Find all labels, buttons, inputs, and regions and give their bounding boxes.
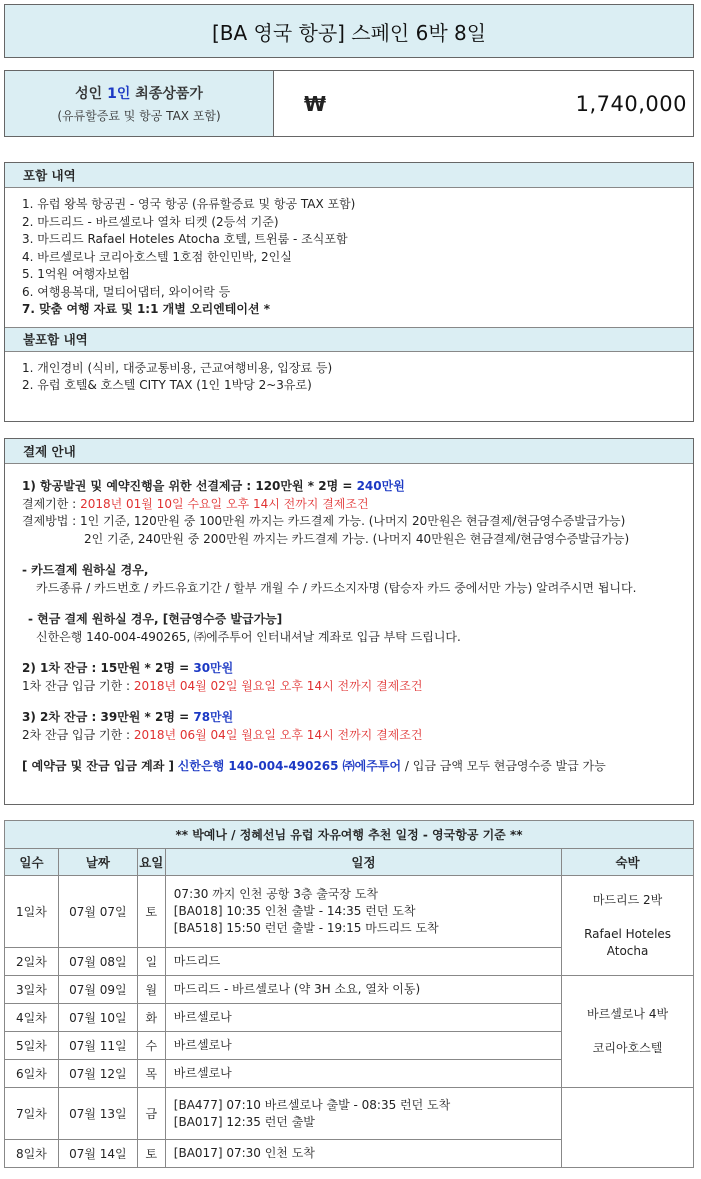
price-value bbox=[274, 71, 693, 136]
inclusion-box bbox=[4, 162, 694, 422]
second-deadline-line bbox=[22, 678, 693, 696]
cell-plan: [BA017] 07:30 인천 도착 bbox=[165, 1140, 561, 1168]
cell-day: 7일차 bbox=[5, 1088, 59, 1140]
price-label-prefix: 성인 bbox=[75, 86, 103, 102]
cell-day: 1일차 bbox=[5, 876, 59, 948]
price-box bbox=[4, 70, 694, 137]
table-row bbox=[5, 976, 694, 1004]
account-value: 신한은행 140-004-490265 ㈜에주투어 bbox=[177, 759, 402, 773]
second-title bbox=[22, 660, 693, 678]
deposit-title bbox=[22, 478, 693, 496]
list-item: 2. 유럽 호텔& 호스텔 CITY TAX (1인 1박당 2~3유로) bbox=[22, 378, 312, 392]
col-header-day: 일수 bbox=[5, 849, 59, 876]
stay-madrid bbox=[562, 876, 694, 976]
cell-plan: 바르셀로나 bbox=[165, 1004, 561, 1032]
payment-content bbox=[5, 464, 693, 776]
second-deadline-label: 1차 잔금 입금 기한 : bbox=[22, 678, 131, 693]
cell-plan: 바르셀로나 bbox=[165, 1032, 561, 1060]
cell-date: 07월 07일 bbox=[58, 876, 137, 948]
list-item: 1. 개인경비 (식비, 대중교통비용, 근교여행비용, 입장료 등) bbox=[22, 360, 333, 375]
list-item-bold: 7. 맞춤 여행 자료 및 1:1 개별 오리엔테이션 * bbox=[22, 302, 270, 316]
cell-day: 4일차 bbox=[5, 1004, 59, 1032]
list-item: 2. 마드리드 - 바르셀로나 열차 티켓 (2등석 기준) bbox=[22, 214, 279, 229]
list-item: 3. 마드리드 Rafael Hoteles Atocha 호텔, 트윈룸 - 조식포함 bbox=[22, 232, 348, 246]
cell-plan: 바르셀로나 bbox=[165, 1060, 561, 1088]
col-header-date: 날짜 bbox=[58, 849, 137, 876]
cell-plan: 마드리드 bbox=[165, 948, 561, 976]
price-label-main bbox=[75, 83, 203, 103]
cell-date: 07월 14일 bbox=[58, 1140, 137, 1168]
list-item: 4. 바르셀로나 코리아호스텔 1호점 한인민박, 2인실 bbox=[22, 249, 292, 264]
cell-date: 07월 10일 bbox=[58, 1004, 137, 1032]
stay-barcelona bbox=[562, 976, 694, 1088]
price-label-count: 1인 bbox=[107, 86, 131, 102]
cell-date: 07월 09일 bbox=[58, 976, 137, 1004]
second-total: 30만원 bbox=[193, 661, 234, 675]
cash-title: - 현금 결제 원하실 경우, [현금영수증 발급가능] bbox=[28, 612, 283, 626]
deposit-deadline-label: 결제기한 : bbox=[22, 496, 77, 511]
second-deadline: 2018년 04월 02일 월요일 오후 14시 전까지 결제조건 bbox=[133, 678, 423, 693]
third-deadline-line bbox=[22, 727, 693, 745]
cell-plan bbox=[165, 1088, 561, 1140]
included-heading: 포함 내역 bbox=[5, 163, 693, 188]
card-desc: 카드종류 / 카드번호 / 카드유효기간 / 할부 개월 수 / 카드소지자명 (탑승자 카드 중에서만 가능) 알려주시면 됩니다. bbox=[36, 580, 637, 595]
list-item: 1. 유럽 왕복 항공권 - 영국 항공 (유류할증료 및 항공 TAX 포함) bbox=[22, 197, 356, 211]
cell-day: 6일차 bbox=[5, 1060, 59, 1088]
account-line bbox=[22, 758, 693, 776]
cell-plan bbox=[165, 876, 561, 948]
title-text: [BA 영국 항공] 스페인 6박 8일 bbox=[211, 20, 487, 45]
cell-dow: 일 bbox=[137, 948, 165, 976]
deposit-title-text: 1) 항공발권 및 예약진행을 위한 선결제금 : 120만원 * 2명 = bbox=[22, 479, 353, 493]
col-header-plan: 일정 bbox=[165, 849, 561, 876]
cell-day: 8일차 bbox=[5, 1140, 59, 1168]
stay-barcelona-nights: 바르셀로나 4박 bbox=[587, 1007, 669, 1021]
cell-date: 07월 12일 bbox=[58, 1060, 137, 1088]
stay-madrid-hotel: Rafael Hoteles Atocha bbox=[584, 926, 672, 958]
page-title bbox=[4, 4, 694, 58]
account-label: [ 예약금 및 잔금 입금 계좌 ] bbox=[22, 759, 174, 773]
payment-heading: 결제 안내 bbox=[5, 439, 693, 464]
cell-dow: 월 bbox=[137, 976, 165, 1004]
cell-date: 07월 08일 bbox=[58, 948, 137, 976]
cell-dow: 목 bbox=[137, 1060, 165, 1088]
deposit-total: 240만원 bbox=[356, 479, 405, 493]
payment-box bbox=[4, 438, 694, 805]
plan-line: [BA477] 07:10 바르셀로나 출발 - 08:35 런던 도착 bbox=[173, 1097, 451, 1112]
stay-madrid-nights: 마드리드 2박 bbox=[592, 892, 663, 907]
col-header-dow: 요일 bbox=[137, 849, 165, 876]
currency-symbol: ₩ bbox=[304, 91, 327, 116]
cell-dow: 토 bbox=[137, 876, 165, 948]
schedule-table bbox=[4, 820, 694, 1168]
method-line-2: 2인 기준, 240만원 중 200만원 까지는 카드결제 가능. (나머지 40만원은 현금결제/현금영수증발급가능) bbox=[84, 531, 630, 546]
card-title: - 카드결제 원하실 경우, bbox=[22, 563, 149, 577]
included-list bbox=[5, 188, 693, 327]
plan-line: [BA018] 10:35 인천 출발 - 14:35 런던 도착 bbox=[173, 904, 416, 918]
stay-barcelona-hostel: 코리아호스텔 bbox=[592, 1041, 663, 1055]
cell-dow: 금 bbox=[137, 1088, 165, 1140]
plan-line: [BA017] 12:35 런던 출발 bbox=[173, 1114, 315, 1129]
stay-empty bbox=[562, 1088, 694, 1168]
third-deadline-label: 2차 잔금 입금 기한 : bbox=[22, 727, 131, 742]
col-header-stay: 숙박 bbox=[562, 849, 694, 876]
excluded-heading: 불포함 내역 bbox=[5, 327, 693, 352]
cell-day: 5일차 bbox=[5, 1032, 59, 1060]
excluded-list bbox=[5, 352, 693, 403]
plan-line: [BA518] 15:50 런던 출발 - 19:15 마드리드 도착 bbox=[173, 921, 439, 935]
schedule-caption: ** 박예나 / 정혜선님 유럽 자유여행 추천 일정 - 영국항공 기준 ** bbox=[5, 821, 694, 849]
cell-date: 07월 11일 bbox=[58, 1032, 137, 1060]
cell-dow: 화 bbox=[137, 1004, 165, 1032]
cell-day: 3일차 bbox=[5, 976, 59, 1004]
cell-date: 07월 13일 bbox=[58, 1088, 137, 1140]
price-label bbox=[5, 71, 274, 136]
cell-dow: 토 bbox=[137, 1140, 165, 1168]
cash-desc: 신한은행 140-004-490265, ㈜에주투어 인터내셔날 계좌로 입금 부탁 드립니다. bbox=[36, 629, 461, 644]
list-item: 5. 1억원 여행자보험 bbox=[22, 267, 130, 281]
price-label-suffix: 최종상품가 bbox=[135, 86, 203, 102]
plan-line: 07:30 까지 인천 공항 3층 출국장 도착 bbox=[173, 887, 379, 901]
second-title-text: 2) 1차 잔금 : 15만원 * 2명 = bbox=[22, 661, 190, 675]
cell-dow: 수 bbox=[137, 1032, 165, 1060]
cell-day: 2일차 bbox=[5, 948, 59, 976]
table-row bbox=[5, 876, 694, 948]
price-sublabel: (유류할증료 및 항공 TAX 포함) bbox=[57, 109, 221, 123]
third-total: 78만원 bbox=[193, 710, 234, 724]
table-row bbox=[5, 1088, 694, 1140]
deposit-deadline-line bbox=[22, 496, 693, 514]
method-line-1: 결제방법 : 1인 기준, 120만원 중 100만원 까지는 카드결제 가능. (나머지 20만원은 현금결제/현금영수증발급가능) bbox=[22, 514, 626, 528]
third-title-text: 3) 2차 잔금 : 39만원 * 2명 = bbox=[22, 710, 190, 724]
cell-plan: 마드리드 - 바르셀로나 (약 3H 소요, 열차 이동) bbox=[165, 976, 561, 1004]
third-deadline: 2018년 06월 04일 월요일 오후 14시 전까지 결제조건 bbox=[133, 727, 423, 742]
third-title bbox=[22, 709, 693, 727]
price-amount: 1,740,000 bbox=[575, 91, 687, 116]
deposit-deadline: 2018년 01월 10일 수요일 오후 14시 전까지 결제조건 bbox=[80, 496, 369, 511]
account-note: / 입금 금액 모두 현금영수증 발급 가능 bbox=[404, 759, 606, 773]
list-item: 6. 여행용복대, 멀티어댑터, 와이어락 등 bbox=[22, 284, 231, 299]
